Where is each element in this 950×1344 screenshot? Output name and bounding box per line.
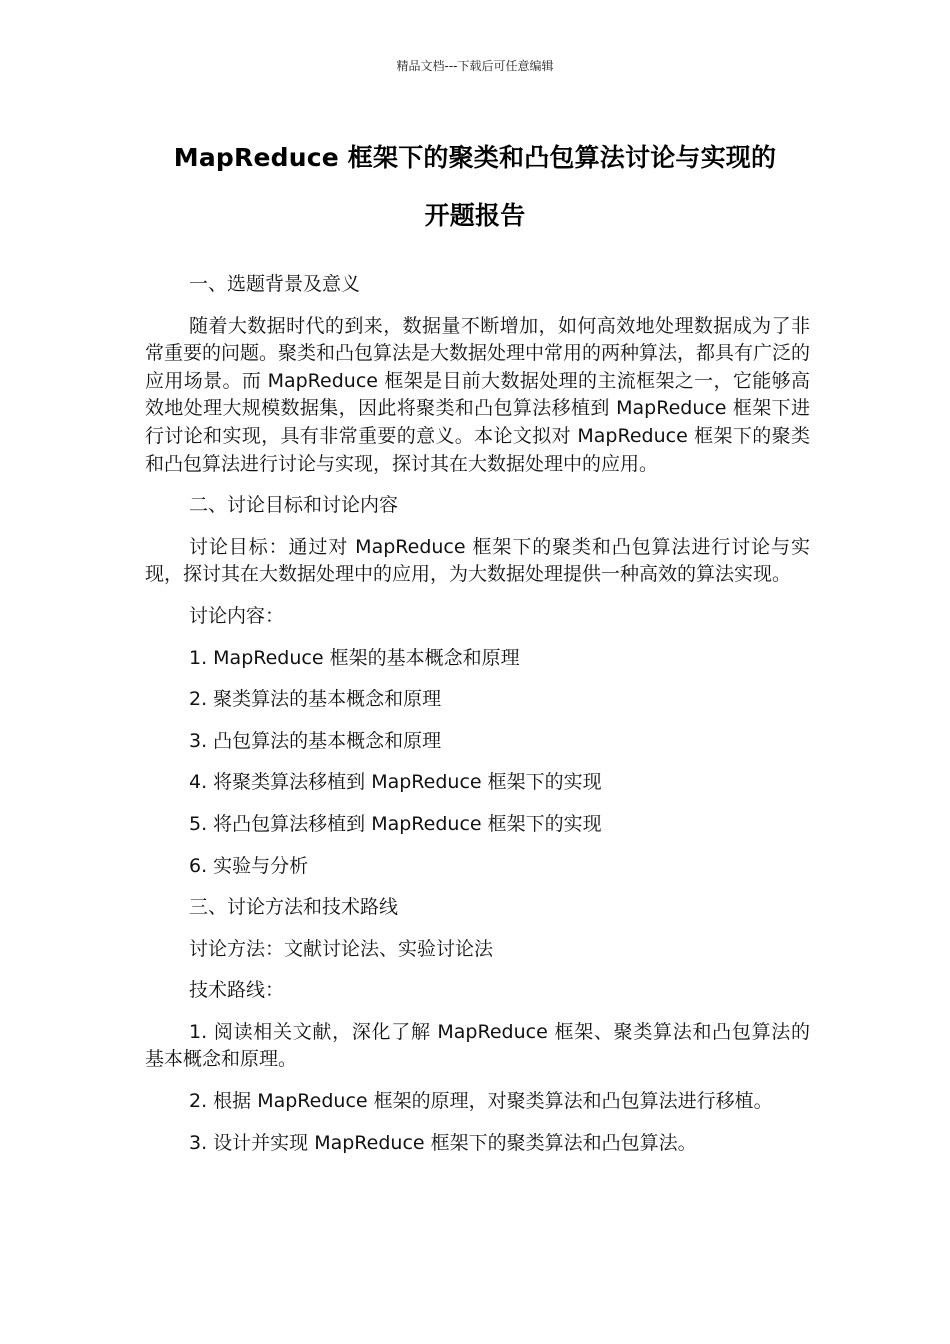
method-line: 讨论方法：文献讨论法、实验讨论法 (189, 937, 494, 960)
content-item-6: 6. 实验与分析 (189, 854, 309, 877)
section-heading-methods: 三、讨论方法和技术路线 (189, 896, 399, 919)
document-body (145, 271, 810, 1171)
tech-route-label: 技术路线： (189, 979, 285, 1002)
content-item-2: 2. 聚类算法的基本概念和原理 (189, 688, 442, 711)
content-item-4: 4. 将聚类算法移植到 MapReduce 框架下的实现 (189, 771, 602, 794)
section-heading-background: 一、选题背景及意义 (189, 273, 361, 295)
paragraph-goal: 讨论目标：通过对 MapReduce 框架下的聚类和凸包算法进行讨论与实现，探讨其在大数据处理中的应用，为大数据处理提供一种高效的算法实现。 (145, 535, 810, 586)
document-title-line-2: 开题报告 (424, 201, 526, 230)
document-title-line-1: MapReduce 框架下的聚类和凸包算法讨论与实现的 (173, 143, 777, 172)
tech-route-step-3: 3. 设计并实现 MapReduce 框架下的聚类算法和凸包算法。 (189, 1131, 697, 1154)
paragraph-background: 随着大数据时代的到来，数据量不断增加，如何高效地处理数据成为了非常重要的问题。聚类和凸包算法是大数据处理中常用的两种算法，都具有广泛的应用场景。而 MapReduce 框架是目前大数据处理的主流框架之一，它能够高效地处理大规模数据集，因此将聚类和凸包算法移植到 MapReduce 框架下进行讨论和实现，具有非常重要的意义。本论文拟对 MapReduce 框架下的聚类和凸包算法进行讨论与实现，探讨其在大数据处理中的应用。 (145, 314, 811, 475)
section-heading-goals: 二、讨论目标和讨论内容 (189, 494, 399, 517)
tech-route-step-1: 1. 阅读相关文献，深化了解 MapReduce 框架、聚类算法和凸包算法的基本概念和原理。 (145, 1020, 810, 1071)
page-header-note: 精品文档---下载后可任意编辑 (396, 59, 554, 73)
content-label: 讨论内容： (189, 604, 285, 627)
content-item-1: 1. MapReduce 框架的基本概念和原理 (189, 646, 520, 669)
content-item-3: 3. 凸包算法的基本概念和原理 (189, 729, 442, 752)
tech-route-step-2: 2. 根据 MapReduce 框架的原理，对聚类算法和凸包算法进行移植。 (189, 1090, 773, 1113)
content-item-5: 5. 将凸包算法移植到 MapReduce 框架下的实现 (189, 812, 602, 835)
